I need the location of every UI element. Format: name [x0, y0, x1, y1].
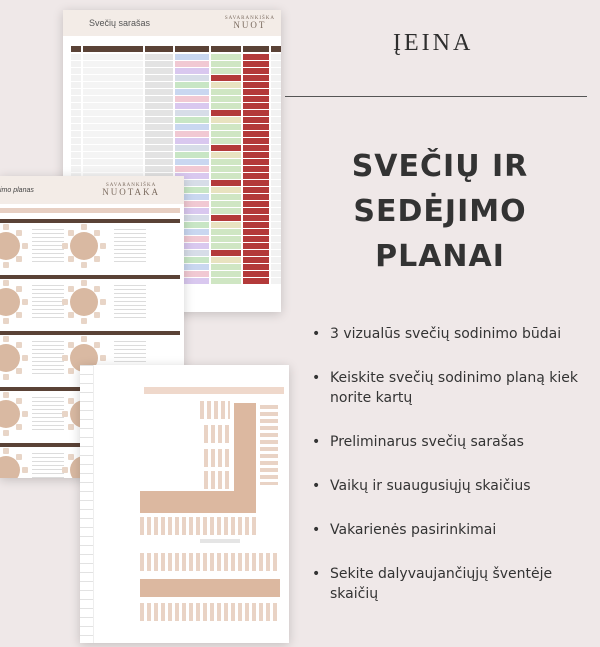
guest-list-row	[71, 75, 273, 81]
floor-plan-sheet-image	[80, 365, 289, 643]
chair	[16, 230, 22, 236]
chair	[16, 424, 22, 430]
chair	[62, 411, 68, 417]
feature-item: • Vakarienės pasirinkimai	[310, 520, 592, 540]
chair	[3, 336, 9, 342]
chair	[68, 398, 74, 404]
chair	[3, 392, 9, 398]
chair	[3, 448, 9, 454]
header-divider	[285, 96, 587, 97]
floor-plan-chairs	[260, 405, 278, 485]
login-link[interactable]: ĮEINA	[393, 30, 474, 56]
guest-list-row	[71, 138, 273, 144]
brand-logo: SAVARANKIŠKA NUOTAKA	[102, 183, 160, 197]
headline-line: SEDĖJIMO	[353, 194, 527, 229]
chair	[16, 454, 22, 460]
chair	[3, 262, 9, 268]
floor-plan-banquet-table	[140, 579, 280, 597]
seating-table-block	[0, 275, 184, 331]
guest-list-row	[71, 54, 273, 60]
headline-line: SVEČIŲ IR	[351, 149, 529, 184]
floor-plan-chairs	[204, 425, 230, 443]
chair	[22, 299, 28, 305]
floor-plan-chairs	[140, 603, 280, 621]
feature-item: • Preliminarus svečių sarašas	[310, 432, 592, 452]
seating-plan-subheader-bar	[0, 208, 180, 213]
floor-plan-chairs	[200, 401, 230, 419]
seating-plan-sheet-header	[0, 176, 184, 204]
guest-list-row	[71, 124, 273, 130]
brand-logo: SAVARANKIŠKA NUOT	[224, 16, 275, 30]
chair	[16, 368, 22, 374]
feature-item: • 3 vizualūs svečių sodinimo būdai	[310, 324, 592, 344]
chair	[94, 230, 100, 236]
guest-list-row	[71, 82, 273, 88]
chair	[68, 342, 74, 348]
chair	[68, 286, 74, 292]
guest-list-row	[71, 103, 273, 109]
chair	[81, 318, 87, 324]
chair	[62, 355, 68, 361]
chair	[81, 224, 87, 230]
guest-name-lines	[32, 397, 64, 433]
floor-plan-long-table	[140, 491, 256, 513]
guest-list-sheet-title: Svečių sarašas	[89, 18, 151, 28]
feature-list	[310, 324, 592, 604]
guest-name-lines	[32, 229, 64, 265]
feature-item: • Vaikų ir suaugusiųjų skaičius	[310, 476, 592, 496]
guest-list-row	[71, 166, 273, 172]
chair	[68, 312, 74, 318]
seating-plan-sheet-title: imo planas	[0, 186, 34, 194]
chair	[68, 454, 74, 460]
floor-plan-side-list	[80, 365, 94, 643]
guest-list-row	[71, 145, 273, 151]
guest-list-row	[71, 117, 273, 123]
floor-plan-header-bar	[144, 387, 284, 394]
guest-list-column-headers	[71, 46, 273, 52]
chair	[68, 256, 74, 262]
guest-name-lines	[32, 285, 64, 321]
floor-plan-chairs	[140, 553, 280, 571]
chair	[16, 342, 22, 348]
chair	[22, 467, 28, 473]
guest-list-row	[71, 110, 273, 116]
chair	[94, 256, 100, 262]
chair	[62, 299, 68, 305]
chair	[3, 374, 9, 380]
chair	[16, 312, 22, 318]
guest-list-row	[71, 68, 273, 74]
headline-line: PLANAI	[375, 239, 505, 274]
page-headline	[300, 144, 580, 279]
guest-name-lines	[32, 453, 64, 478]
chair	[81, 336, 87, 342]
chair	[3, 224, 9, 230]
chair	[62, 467, 68, 473]
guest-list-row	[71, 96, 273, 102]
chair	[22, 243, 28, 249]
chair	[81, 280, 87, 286]
chair	[3, 430, 9, 436]
guest-list-row	[71, 159, 273, 165]
chair	[62, 243, 68, 249]
chair	[100, 243, 106, 249]
chair	[16, 256, 22, 262]
chair	[16, 286, 22, 292]
guest-list-row	[71, 61, 273, 67]
guest-name-lines	[32, 341, 64, 377]
guest-list-row	[71, 152, 273, 158]
chair	[22, 411, 28, 417]
chair	[94, 342, 100, 348]
guest-list-sheet-header	[63, 10, 281, 36]
chair	[81, 262, 87, 268]
chair	[68, 368, 74, 374]
chair	[3, 318, 9, 324]
floor-plan-section-label	[200, 539, 240, 543]
chair	[22, 355, 28, 361]
guest-name-lines	[114, 229, 146, 265]
chair	[68, 424, 74, 430]
chair	[100, 299, 106, 305]
chair	[94, 286, 100, 292]
seating-table-block	[0, 219, 184, 275]
guest-list-row	[71, 89, 273, 95]
chair	[3, 280, 9, 286]
floor-plan-chairs	[204, 471, 230, 489]
chair	[16, 398, 22, 404]
guest-name-lines	[114, 285, 146, 321]
floor-plan-chairs	[140, 517, 256, 535]
chair	[100, 355, 106, 361]
guest-list-row	[71, 131, 273, 137]
chair	[94, 312, 100, 318]
chair	[68, 230, 74, 236]
feature-item: • Sekite dalyvaujančiųjų šventėje skaičių	[310, 564, 592, 604]
feature-item: • Keiskite svečių sodinimo planą kiek norite kartų	[310, 368, 592, 408]
floor-plan-chairs	[204, 449, 230, 467]
